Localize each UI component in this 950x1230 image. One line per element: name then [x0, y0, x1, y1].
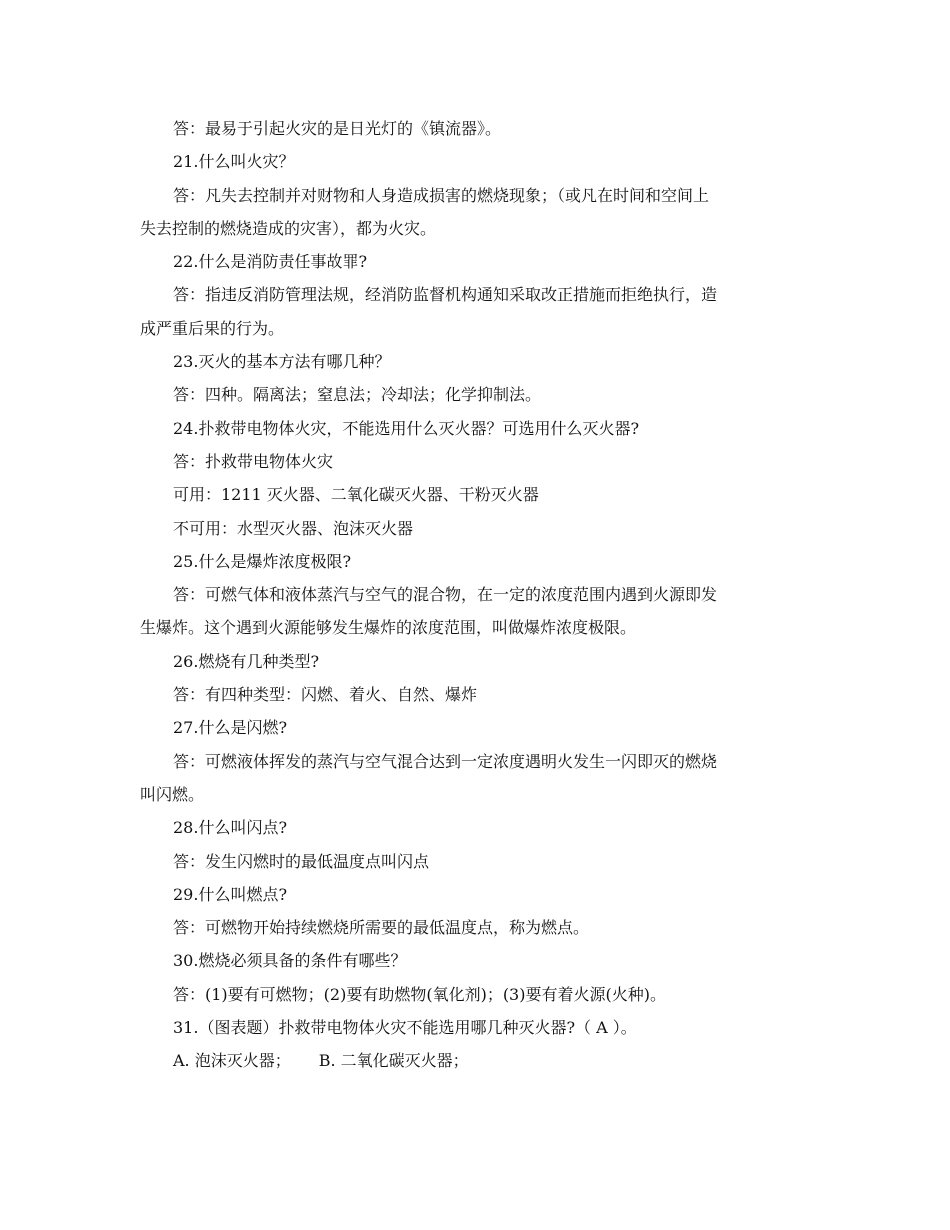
answer-continuation: 失去控制的燃烧造成的灾害），都为火灾。	[140, 218, 437, 238]
answer-line: 答：(1)要有可燃物；(2)要有助燃物(氧化剂)；(3)要有着火源(火种)。	[173, 984, 666, 1004]
answer-line: 答：凡失去控制并对财物和人身造成损害的燃烧现象；（或凡在时间和空间上	[173, 185, 710, 205]
answer-continuation: 生爆炸。这个遇到火源能够发生爆炸的浓度范围，叫做爆炸浓度极限。	[140, 618, 637, 638]
answer-line: 答：可燃物开始持续燃烧所需要的最低温度点，称为燃点。	[173, 918, 590, 938]
question-heading: 22.什么是消防责任事故罪?	[173, 252, 368, 272]
question-heading: 28.什么叫闪点?	[173, 818, 288, 838]
question-heading: 23.灭火的基本方法有哪几种？	[173, 352, 391, 372]
answer-continuation: 叫闪燃。	[140, 784, 205, 804]
answer-line: 答：发生闪燃时的最低温度点叫闪点	[173, 851, 430, 871]
question-heading: 31.（图表题）扑救带电物体火灾不能选用哪几种灭火器?（ A ）。	[173, 1018, 637, 1038]
question-heading: 30.燃烧必须具备的条件有哪些？	[173, 951, 407, 971]
text-line: 答：最易于引起火灾的是日光灯的《镇流器》。	[173, 119, 502, 138]
answer-line: 不可用：水型灭火器、泡沫灭火器	[173, 518, 414, 538]
question-heading: 21.什么叫火灾？	[173, 152, 295, 172]
answer-continuation: 成严重后果的行为。	[140, 318, 285, 338]
question-heading: 24.扑救带电物体火灾，不能选用什么灭火器？可选用什么灭火器?	[173, 418, 640, 438]
choice-b: B. 二氧化碳灭火器；	[318, 1051, 469, 1071]
answer-line: 答：四种。隔离法；窒息法；冷却法；化学抑制法。	[173, 385, 542, 405]
answer-line: 答：可燃气体和液体蒸汽与空气的混合物，在一定的浓度范围内遇到火源即发	[173, 585, 718, 605]
answer-line: 答：扑救带电物体火灾	[173, 451, 334, 471]
answer-line: 答：可燃液体挥发的蒸汽与空气混合达到一定浓度遇明火发生一闪即灭的燃烧	[173, 751, 718, 771]
answer-line: 可用：1211 灭火器、二氧化碳灭火器、干粉灭火器	[173, 485, 539, 505]
question-heading: 26.燃烧有几种类型?	[173, 651, 320, 671]
document-body	[140, 112, 812, 1078]
answer-line: 答：有四种类型：闪燃、着火、自然、爆炸	[173, 685, 478, 705]
choice-a: A. 泡沫灭火器；	[173, 1051, 291, 1071]
question-heading: 27.什么是闪燃?	[173, 718, 288, 738]
question-heading: 25.什么是爆炸浓度极限?	[173, 551, 352, 571]
question-heading: 29.什么叫燃点?	[173, 884, 288, 904]
answer-line: 答：指违反消防管理法规，经消防监督机构通知采取改正措施而拒绝执行，造	[173, 285, 718, 305]
choice-row	[140, 1044, 812, 1077]
